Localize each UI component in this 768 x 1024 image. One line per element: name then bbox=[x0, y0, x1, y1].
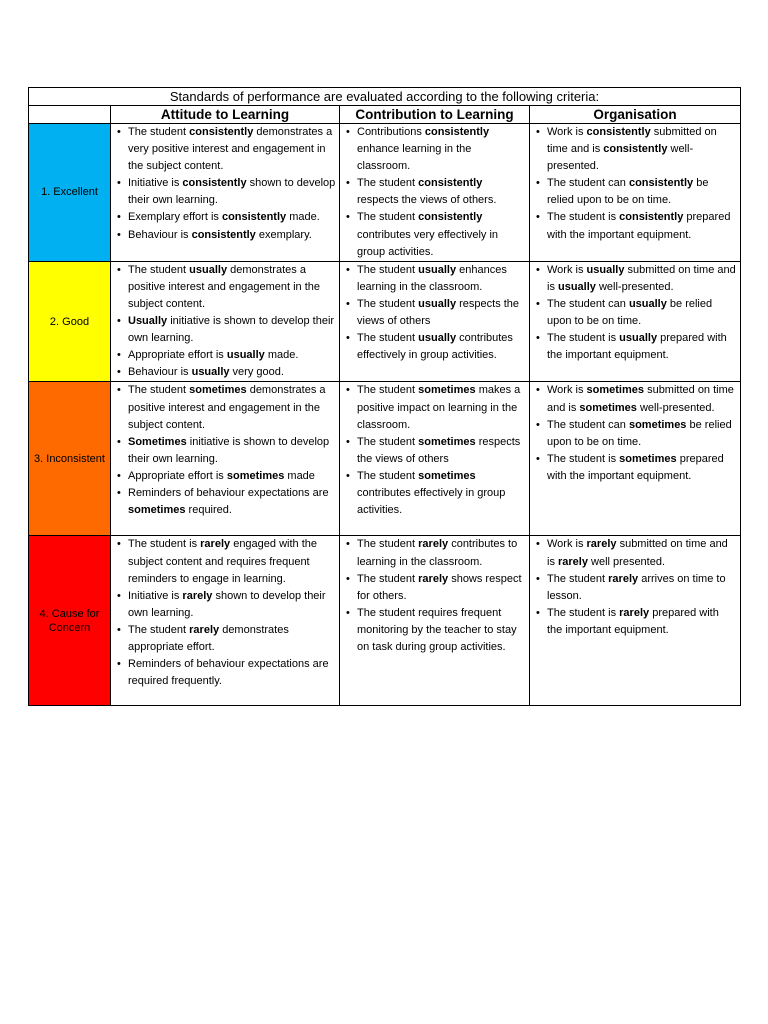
bullet-text: Appropriate effort is bbox=[128, 349, 227, 362]
organisation-cell-good bbox=[530, 261, 741, 382]
bullet-text: prepared with the important equipment. bbox=[547, 332, 727, 362]
attitude-cell-cause-for-concern bbox=[111, 536, 340, 706]
rubric-row-excellent bbox=[29, 124, 741, 262]
header-attitude: Attitude to Learning bbox=[111, 106, 340, 124]
level-cell-excellent: 1. Excellent bbox=[29, 124, 111, 262]
bullet-text: The student is bbox=[128, 538, 201, 551]
bullet-text: makes a positive impact on learning in the classroom. bbox=[357, 384, 521, 431]
emphasis-text: consistently bbox=[191, 228, 256, 241]
emphasis-text: consistently bbox=[424, 126, 490, 138]
bullet-text: submitted on time and is bbox=[547, 263, 736, 293]
header-contribution: Contribution to Learning bbox=[340, 106, 530, 124]
bullet-text: Initiative is bbox=[128, 177, 183, 190]
emphasis-text: rarely bbox=[200, 538, 231, 551]
bullet-text: well presented. bbox=[587, 555, 666, 568]
emphasis-text: Sometimes bbox=[128, 435, 187, 448]
bullet-text: be relied upon to be on time. bbox=[547, 297, 713, 328]
bullet-text: Initiative is bbox=[128, 589, 183, 602]
bullet-item bbox=[128, 588, 336, 622]
bullet-item bbox=[128, 227, 336, 244]
header-row bbox=[29, 106, 741, 124]
emphasis-text: consistently bbox=[628, 177, 694, 190]
bullet-text: made bbox=[284, 469, 315, 482]
bullet-item bbox=[547, 382, 737, 416]
bullet-text: submitted on time and is bbox=[547, 126, 717, 156]
bullet-text: The student bbox=[357, 177, 419, 190]
contribution-cell-good bbox=[340, 261, 530, 382]
bullet-item bbox=[128, 364, 336, 381]
bullet-text: The student bbox=[128, 384, 190, 397]
emphasis-text: usually bbox=[418, 332, 457, 345]
bullet-text: The student bbox=[128, 126, 190, 138]
bullet-item bbox=[128, 485, 336, 519]
emphasis-text: rarely bbox=[558, 555, 588, 568]
rubric-row-inconsistent bbox=[29, 382, 741, 536]
bullet-text: contributes very effectively in group activities. bbox=[357, 228, 499, 258]
bullet-item bbox=[357, 468, 526, 519]
bullet-item bbox=[128, 656, 336, 690]
bullet-text: The student is bbox=[547, 452, 620, 465]
bullet-text: demonstrates appropriate effort. bbox=[128, 623, 289, 653]
bullet-text: required. bbox=[185, 504, 232, 517]
emphasis-text: sometimes bbox=[586, 384, 645, 397]
bullet-item bbox=[128, 347, 336, 364]
emphasis-text: rarely bbox=[608, 572, 639, 585]
bullet-text: well-presented. bbox=[636, 401, 715, 414]
emphasis-text: usually bbox=[189, 263, 228, 276]
emphasis-text: usually bbox=[226, 349, 265, 362]
emphasis-text: rarely bbox=[418, 572, 449, 585]
bullet-text: The student can bbox=[547, 177, 629, 190]
bullet-text: arrives on time to lesson. bbox=[547, 572, 726, 602]
bullet-text: The student can bbox=[547, 418, 629, 431]
bullet-text: demonstrates a very positive interest and engagement in the subject content. bbox=[128, 126, 333, 173]
bullet-text: enhances learning in the classroom. bbox=[357, 263, 507, 293]
emphasis-text: consistently bbox=[182, 177, 247, 190]
bullet-text: Behaviour is bbox=[128, 366, 192, 379]
contribution-cell-inconsistent bbox=[340, 382, 530, 536]
bullet-text: Contributions bbox=[357, 126, 425, 138]
bullet-item bbox=[128, 175, 336, 209]
emphasis-text: sometimes bbox=[619, 452, 677, 465]
bullet-item bbox=[547, 451, 737, 485]
bullet-text: Reminders of behaviour expectations are bbox=[128, 486, 329, 499]
emphasis-text: sometimes bbox=[189, 384, 247, 397]
emphasis-text: sometimes bbox=[418, 384, 476, 397]
bullet-text: The student bbox=[128, 263, 190, 276]
attitude-cell-good bbox=[111, 261, 340, 382]
bullet-text: The student is bbox=[547, 606, 620, 619]
emphasis-text: sometimes bbox=[579, 401, 637, 414]
emphasis-text: usually bbox=[619, 332, 658, 345]
bullet-text: initiative is shown to develop their own learning. bbox=[128, 435, 330, 465]
bullet-item bbox=[547, 330, 737, 364]
emphasis-text: rarely bbox=[182, 589, 213, 602]
bullet-item bbox=[547, 175, 737, 209]
bullet-text: The student bbox=[357, 332, 419, 345]
level-cell-good: 2. Good bbox=[29, 261, 111, 382]
bullet-item bbox=[128, 622, 336, 656]
contribution-cell-cause-for-concern bbox=[340, 536, 530, 706]
bullet-text: prepared with the important equipment. bbox=[547, 211, 731, 241]
bullet-text: respects the views of others bbox=[357, 297, 520, 328]
emphasis-text: rarely bbox=[418, 538, 449, 551]
emphasis-text: rarely bbox=[189, 623, 220, 636]
emphasis-text: usually bbox=[586, 263, 625, 276]
bullet-text: The student is bbox=[547, 332, 620, 345]
contribution-cell-excellent bbox=[340, 124, 530, 262]
bullet-text: very good. bbox=[229, 366, 284, 379]
bullet-item bbox=[547, 124, 737, 175]
emphasis-text: sometimes bbox=[628, 418, 687, 431]
bullet-text: The student bbox=[128, 623, 190, 636]
bullet-text: The student bbox=[357, 211, 419, 224]
rubric-row-cause-for-concern bbox=[29, 536, 741, 706]
emphasis-text: usually bbox=[558, 280, 596, 293]
rubric-row-good bbox=[29, 261, 741, 382]
bullet-text: demonstrates a positive interest and engagement in the subject content. bbox=[128, 384, 326, 431]
organisation-cell-excellent bbox=[530, 124, 741, 262]
bullet-text: The student bbox=[357, 435, 419, 448]
bullet-text: contributes effectively in group activities. bbox=[357, 332, 513, 362]
bullet-text: Work is bbox=[547, 538, 587, 551]
emphasis-text: consistently bbox=[586, 126, 651, 138]
emphasis-text: rarely bbox=[619, 606, 650, 619]
emphasis-text: consistently bbox=[418, 177, 483, 190]
bullet-item bbox=[357, 124, 526, 175]
bullet-item bbox=[357, 434, 526, 468]
bullet-text: The student can bbox=[547, 297, 629, 310]
bullet-text: initiative is shown to develop their own learning. bbox=[128, 315, 335, 345]
bullet-text: The student is bbox=[547, 211, 620, 224]
bullet-text: The student bbox=[357, 263, 419, 276]
bullet-text: The student bbox=[357, 384, 419, 397]
bullet-text: The student bbox=[357, 538, 419, 551]
emphasis-text: usually bbox=[418, 297, 457, 310]
emphasis-text: consistently bbox=[418, 211, 483, 224]
header-organisation: Organisation bbox=[530, 106, 741, 124]
bullet-text: The student requires frequent monitoring by the teacher to stay on task during group activities. bbox=[357, 606, 517, 653]
bullet-item bbox=[357, 536, 526, 570]
bullet-text: enhance learning in the classroom. bbox=[357, 143, 472, 173]
emphasis-text: consistently bbox=[619, 211, 684, 224]
bullet-item bbox=[128, 124, 336, 175]
bullet-item bbox=[357, 605, 526, 656]
bullet-item bbox=[357, 382, 526, 433]
bullet-text: be relied upon to be on time. bbox=[547, 177, 709, 207]
bullet-text: respects the views of others bbox=[357, 435, 521, 465]
emphasis-text: usually bbox=[628, 297, 667, 310]
bullet-item bbox=[357, 175, 526, 209]
performance-rubric-table bbox=[28, 87, 741, 706]
bullet-text: Work is bbox=[547, 126, 587, 138]
bullet-item bbox=[547, 209, 737, 243]
bullet-text: contributes effectively in group activities. bbox=[357, 486, 506, 517]
bullet-text: Appropriate effort is bbox=[128, 469, 227, 482]
organisation-cell-cause-for-concern bbox=[530, 536, 741, 706]
emphasis-text: rarely bbox=[586, 538, 617, 551]
bullet-item bbox=[357, 571, 526, 605]
bullet-text: Work is bbox=[547, 263, 587, 276]
bullet-text: be relied upon to be on time. bbox=[547, 418, 732, 448]
bullet-text: shown to develop their own learning. bbox=[128, 177, 336, 207]
bullet-item bbox=[547, 296, 737, 330]
bullet-text: engaged with the subject content and requires frequent reminders to engage in learning. bbox=[128, 538, 317, 585]
emphasis-text: consistently bbox=[221, 211, 287, 224]
bullet-text: made. bbox=[264, 349, 299, 362]
emphasis-text: sometimes bbox=[418, 435, 476, 448]
bullet-text: Work is bbox=[547, 384, 587, 397]
bullet-text: shows respect for others. bbox=[357, 572, 522, 602]
bullet-item bbox=[547, 571, 737, 605]
bullet-item bbox=[128, 536, 336, 587]
emphasis-text: consistently bbox=[189, 126, 254, 138]
bullet-text: contributes to learning in the classroom. bbox=[357, 538, 518, 568]
bullet-item bbox=[357, 209, 526, 260]
bullet-text: Exemplary effort is bbox=[128, 211, 222, 224]
bullet-item bbox=[547, 262, 737, 296]
bullet-text: submitted on time and is bbox=[547, 538, 728, 568]
bullet-item bbox=[357, 330, 526, 364]
emphasis-text: sometimes bbox=[418, 469, 476, 482]
bullet-item bbox=[547, 536, 737, 570]
bullet-item bbox=[128, 209, 336, 226]
bullet-text: well-presented. bbox=[547, 143, 694, 173]
bullet-text: Behaviour is bbox=[128, 228, 192, 241]
organisation-cell-inconsistent bbox=[530, 382, 741, 536]
emphasis-text: usually bbox=[418, 263, 457, 276]
bullet-text: well-presented. bbox=[595, 280, 674, 293]
attitude-cell-inconsistent bbox=[111, 382, 340, 536]
bullet-item bbox=[128, 434, 336, 468]
bullet-item bbox=[128, 382, 336, 433]
table-caption: Standards of performance are evaluated according to the following criteria: bbox=[29, 88, 741, 106]
bullet-text: The student bbox=[357, 572, 419, 585]
bullet-text: Reminders of behaviour expectations are required frequently. bbox=[128, 658, 329, 688]
bullet-item bbox=[547, 605, 737, 639]
bullet-text: The student bbox=[357, 297, 419, 310]
bullet-item bbox=[547, 417, 737, 451]
bullet-text: shown to develop their own learning. bbox=[128, 589, 326, 619]
level-cell-inconsistent: 3. Inconsistent bbox=[29, 382, 111, 536]
caption-row bbox=[29, 88, 741, 106]
bullet-text: exemplary. bbox=[255, 228, 312, 241]
emphasis-text: consistently bbox=[603, 143, 668, 156]
bullet-text: respects the views of others. bbox=[357, 194, 497, 207]
bullet-text: submitted on time and is bbox=[547, 384, 734, 414]
bullet-item bbox=[128, 313, 336, 347]
emphasis-text: sometimes bbox=[128, 504, 186, 517]
attitude-cell-excellent bbox=[111, 124, 340, 262]
bullet-text: prepared with the important equipment. bbox=[547, 606, 719, 636]
header-level-blank bbox=[29, 106, 111, 124]
emphasis-text: sometimes bbox=[226, 469, 285, 482]
level-cell-cause-for-concern: 4. Cause for Concern bbox=[29, 536, 111, 706]
bullet-item bbox=[128, 468, 336, 485]
bullet-item bbox=[357, 262, 526, 296]
bullet-text: prepared with the important equipment. bbox=[547, 452, 724, 482]
bullet-text: demonstrates a positive interest and engagement in the subject content. bbox=[128, 263, 321, 310]
bullet-item bbox=[128, 262, 336, 313]
bullet-text: made. bbox=[286, 211, 320, 224]
bullet-text: The student bbox=[357, 469, 419, 482]
emphasis-text: Usually bbox=[128, 315, 168, 328]
emphasis-text: usually bbox=[191, 366, 230, 379]
bullet-text: The student bbox=[547, 572, 609, 585]
bullet-item bbox=[357, 296, 526, 330]
